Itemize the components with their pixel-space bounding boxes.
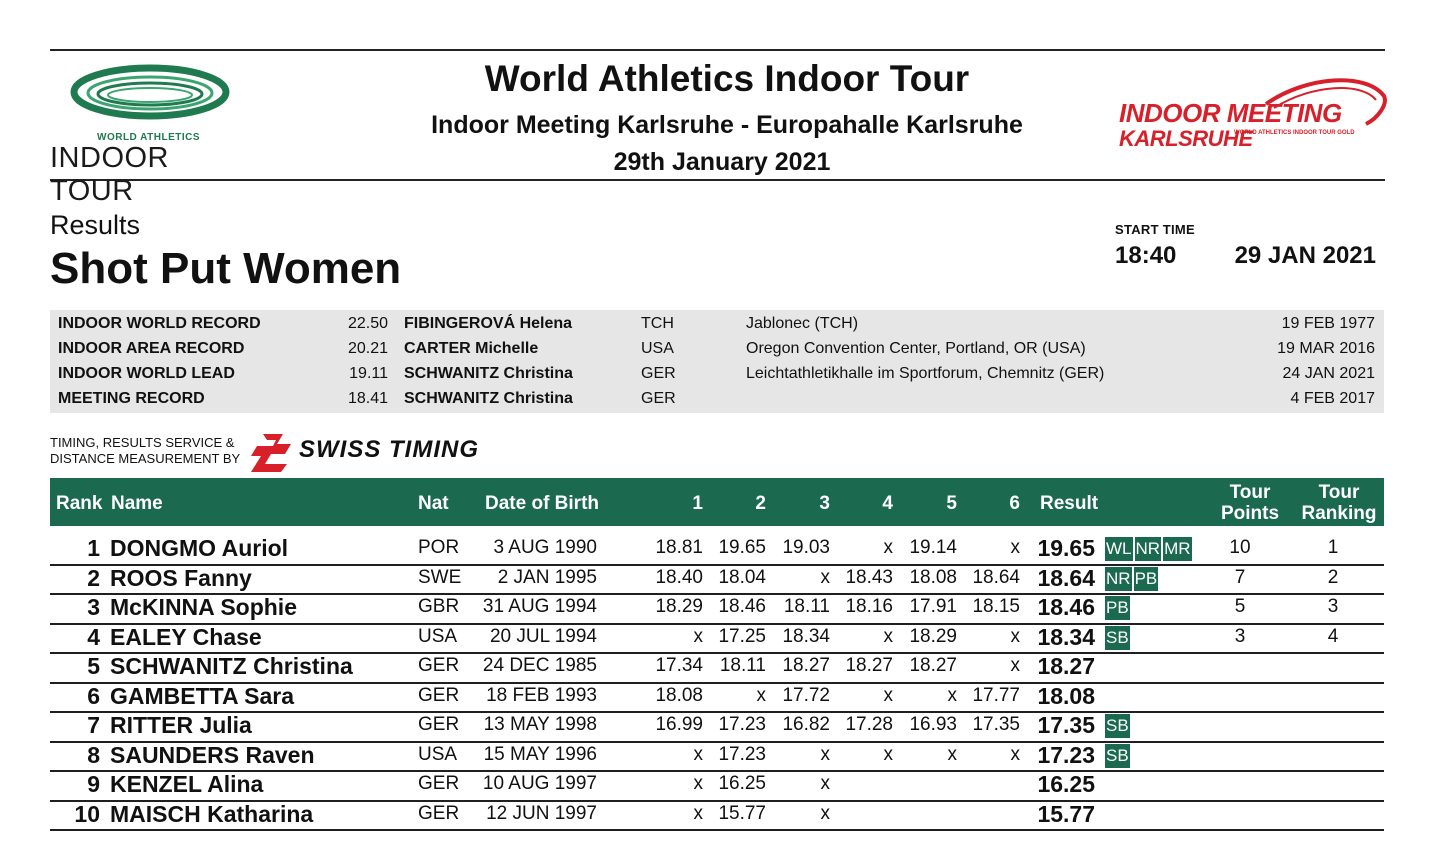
record-badge: SB bbox=[1105, 626, 1130, 650]
record-badges bbox=[1105, 596, 1130, 620]
athlete-name: McKINNA Sophie bbox=[110, 594, 297, 620]
table-row bbox=[50, 623, 1384, 655]
attempt-5: x bbox=[947, 684, 957, 706]
page-title: World Athletics Indoor Tour bbox=[484, 58, 970, 99]
results-table-header bbox=[50, 478, 1384, 526]
athlete-rank: 6 bbox=[87, 682, 100, 709]
attempt-6: x bbox=[1010, 655, 1020, 676]
attempt-6: 17.77 bbox=[972, 684, 1020, 706]
attempt-1: 18.08 bbox=[655, 684, 703, 706]
attempt-4: x bbox=[883, 684, 893, 706]
results-label: Results bbox=[50, 210, 141, 240]
record-nat: USA bbox=[641, 340, 674, 357]
record-nat: GER bbox=[641, 365, 676, 382]
attempt-1: x bbox=[693, 743, 703, 765]
logo-line2: KARLSRUHE bbox=[1119, 126, 1253, 151]
athlete-nat: GER bbox=[418, 773, 460, 794]
athlete-result: 18.34 bbox=[1037, 623, 1095, 650]
timing-line2: DISTANCE MEASUREMENT BY bbox=[50, 451, 241, 466]
athlete-name: EALEY Chase bbox=[110, 623, 262, 650]
record-badge: PB bbox=[1105, 596, 1130, 620]
col-tour-ranking-line1: Tour bbox=[1318, 482, 1360, 503]
top-rule bbox=[50, 49, 1385, 51]
attempt-1: 16.99 bbox=[655, 714, 703, 735]
tour-points: 10 bbox=[1229, 537, 1251, 558]
record-date: 4 FEB 2017 bbox=[1290, 390, 1375, 407]
athlete-result: 15.77 bbox=[1037, 800, 1095, 827]
col-attempt-4: 4 bbox=[882, 493, 893, 514]
attempt-2: 19.65 bbox=[718, 537, 766, 558]
record-date: 19 FEB 1977 bbox=[1281, 315, 1375, 332]
record-venue: Leichtathletikhalle im Sportforum, Chemnitz (GER) bbox=[746, 365, 1105, 382]
record-date: 19 MAR 2016 bbox=[1277, 340, 1375, 357]
attempt-4: 18.43 bbox=[845, 566, 893, 588]
athlete-result: 18.27 bbox=[1037, 653, 1095, 679]
record-badges bbox=[1105, 567, 1158, 591]
col-result: Result bbox=[1040, 493, 1099, 514]
table-row bbox=[50, 711, 1384, 743]
record-venue: Jablonec (TCH) bbox=[746, 315, 859, 332]
attempt-4: x bbox=[883, 625, 893, 647]
record-mark: 22.50 bbox=[347, 315, 388, 332]
athlete-name: ROOS Fanny bbox=[110, 564, 252, 591]
record-badge: SB bbox=[1105, 714, 1130, 738]
athlete-dob: 20 JUL 1994 bbox=[489, 625, 597, 647]
attempt-2: x bbox=[756, 684, 766, 706]
athlete-rank: 9 bbox=[87, 771, 100, 797]
record-badges bbox=[1105, 714, 1130, 738]
record-badge: NR bbox=[1105, 567, 1132, 591]
athlete-result: 18.64 bbox=[1037, 564, 1095, 591]
col-attempt-6: 6 bbox=[1009, 493, 1020, 514]
record-type: INDOOR AREA RECORD bbox=[58, 340, 245, 357]
attempt-4: 17.28 bbox=[845, 714, 893, 735]
athlete-dob: 24 DEC 1985 bbox=[482, 655, 597, 676]
record-badge: MR bbox=[1163, 537, 1191, 561]
col-tour-ranking bbox=[1294, 482, 1384, 524]
table-row bbox=[50, 800, 1384, 832]
record-row bbox=[50, 386, 1384, 411]
attempt-3: 18.27 bbox=[782, 655, 830, 676]
athlete-name: RITTER Julia bbox=[110, 712, 252, 738]
attempt-1: x bbox=[693, 773, 703, 794]
attempt-3: 16.82 bbox=[782, 714, 830, 735]
attempt-5: 19.14 bbox=[909, 537, 957, 558]
athlete-name: GAMBETTA Sara bbox=[110, 682, 295, 709]
attempt-1: x bbox=[693, 802, 703, 824]
tour-ranking: 2 bbox=[1327, 566, 1339, 588]
attempt-4: 18.27 bbox=[845, 655, 893, 676]
athlete-rank: 10 bbox=[74, 800, 100, 827]
records-table bbox=[50, 310, 1384, 413]
table-row bbox=[50, 770, 1384, 802]
tour-ranking: 1 bbox=[1327, 537, 1339, 558]
athlete-dob: 15 MAY 1996 bbox=[483, 743, 597, 765]
record-type: MEETING RECORD bbox=[58, 390, 205, 407]
athlete-name: KENZEL Alina bbox=[110, 771, 264, 797]
athlete-rank: 2 bbox=[87, 564, 100, 591]
attempt-6: x bbox=[1010, 537, 1020, 558]
record-nat: TCH bbox=[641, 315, 674, 332]
athlete-nat: POR bbox=[418, 537, 460, 558]
meeting-subtitle: Indoor Meeting Karlsruhe - Europahalle Karlsruhe bbox=[431, 111, 1023, 139]
athlete-nat: SWE bbox=[418, 566, 462, 588]
athlete-name: DONGMO Auriol bbox=[110, 535, 289, 561]
record-badge: NR bbox=[1135, 537, 1162, 561]
tour-points: 7 bbox=[1234, 566, 1246, 588]
record-type: INDOOR WORLD LEAD bbox=[58, 365, 235, 382]
athlete-dob: 2 JAN 1995 bbox=[497, 566, 597, 588]
tour-ranking: 3 bbox=[1327, 596, 1339, 617]
attempt-5: 18.29 bbox=[909, 625, 957, 647]
athlete-nat: GER bbox=[418, 655, 460, 676]
col-attempt-5: 5 bbox=[946, 493, 957, 514]
athlete-rank: 7 bbox=[87, 712, 100, 738]
attempt-5: 16.93 bbox=[909, 714, 957, 735]
col-tour-ranking-line2: Ranking bbox=[1301, 503, 1377, 524]
attempt-5: 18.08 bbox=[909, 566, 957, 588]
start-date: 29 JAN 2021 bbox=[1234, 242, 1376, 269]
record-holder: SCHWANITZ Christina bbox=[404, 365, 573, 382]
record-nat: GER bbox=[641, 390, 676, 407]
swiss-timing-logo bbox=[247, 430, 517, 474]
attempt-6: 18.15 bbox=[972, 596, 1020, 617]
col-tour-points-line2: Points bbox=[1220, 503, 1280, 524]
record-row bbox=[50, 361, 1384, 386]
attempt-3: 17.72 bbox=[782, 684, 830, 706]
logo-tagline: WORLD ATHLETICS INDOOR TOUR GOLD bbox=[1234, 130, 1355, 136]
table-row bbox=[50, 564, 1384, 596]
attempt-1: 18.29 bbox=[655, 596, 703, 617]
record-badge: WL bbox=[1105, 537, 1133, 561]
attempt-2: 17.25 bbox=[718, 625, 766, 647]
record-badges bbox=[1105, 626, 1130, 650]
athlete-nat: GBR bbox=[418, 596, 460, 617]
attempt-5: x bbox=[947, 743, 957, 765]
attempt-3: x bbox=[820, 802, 830, 824]
attempt-1: x bbox=[693, 625, 703, 647]
athlete-result: 17.35 bbox=[1037, 712, 1095, 738]
attempt-6: 18.64 bbox=[972, 566, 1020, 588]
col-attempt-2: 2 bbox=[755, 493, 766, 514]
record-holder: CARTER Michelle bbox=[404, 340, 539, 357]
attempt-3: 18.34 bbox=[782, 625, 830, 647]
attempt-5: 17.91 bbox=[909, 596, 957, 617]
attempt-3: 18.11 bbox=[783, 596, 830, 617]
attempt-2: 17.23 bbox=[718, 743, 766, 765]
athlete-dob: 31 AUG 1994 bbox=[482, 596, 597, 617]
attempt-2: 17.23 bbox=[718, 714, 766, 735]
attempt-3: x bbox=[820, 566, 830, 588]
attempt-6: x bbox=[1010, 625, 1020, 647]
col-attempt-3: 3 bbox=[819, 493, 830, 514]
athlete-dob: 3 AUG 1990 bbox=[493, 537, 597, 558]
attempt-4: x bbox=[883, 743, 893, 765]
event-title: Shot Put Women bbox=[50, 244, 402, 293]
attempt-2: 15.77 bbox=[718, 802, 766, 824]
table-row bbox=[50, 593, 1384, 625]
col-tour-points bbox=[1210, 482, 1290, 524]
record-badge: SB bbox=[1105, 744, 1130, 768]
attempt-4: x bbox=[883, 537, 893, 558]
athlete-nat: USA bbox=[418, 625, 458, 647]
col-attempt-1: 1 bbox=[692, 493, 703, 514]
athlete-result: 17.23 bbox=[1037, 741, 1095, 768]
attempt-2: 18.11 bbox=[719, 655, 766, 676]
col-rank: Rank bbox=[56, 493, 103, 514]
athlete-nat: GER bbox=[418, 684, 460, 706]
athlete-dob: 10 AUG 1997 bbox=[482, 773, 597, 794]
athlete-result: 18.08 bbox=[1037, 682, 1095, 709]
athlete-rank: 1 bbox=[87, 535, 100, 561]
table-row bbox=[50, 652, 1384, 684]
record-holder: SCHWANITZ Christina bbox=[404, 390, 573, 407]
record-badges bbox=[1105, 744, 1130, 768]
athlete-dob: 18 FEB 1993 bbox=[486, 684, 597, 706]
athlete-name: SAUNDERS Raven bbox=[110, 741, 315, 768]
record-mark: 19.11 bbox=[349, 365, 388, 382]
athlete-rank: 5 bbox=[87, 653, 100, 679]
start-time-label: START TIME bbox=[1115, 222, 1196, 237]
col-nat: Nat bbox=[418, 493, 449, 514]
table-row bbox=[50, 741, 1384, 773]
athlete-result: 18.46 bbox=[1037, 594, 1095, 620]
athlete-dob: 12 JUN 1997 bbox=[486, 802, 597, 824]
record-mark: 20.21 bbox=[347, 340, 388, 357]
table-row bbox=[50, 682, 1384, 714]
attempt-3: x bbox=[820, 743, 830, 765]
table-row bbox=[50, 534, 1384, 566]
record-row bbox=[50, 336, 1384, 361]
attempt-1: 18.40 bbox=[655, 566, 703, 588]
record-badges bbox=[1105, 537, 1192, 561]
attempt-1: 18.81 bbox=[655, 537, 703, 558]
record-venue: Oregon Convention Center, Portland, OR (USA) bbox=[746, 340, 1086, 357]
meeting-date: 29th January 2021 bbox=[613, 148, 831, 176]
attempt-2: 16.25 bbox=[718, 773, 766, 794]
athlete-rank: 8 bbox=[87, 741, 100, 768]
athlete-name: MAISCH Katharina bbox=[110, 800, 314, 827]
record-date: 24 JAN 2021 bbox=[1282, 365, 1375, 382]
indoor-meeting-karlsruhe-logo bbox=[1116, 74, 1388, 158]
athlete-nat: USA bbox=[418, 743, 458, 765]
logo-small-text: WORLD ATHLETICS bbox=[97, 132, 201, 143]
athlete-rank: 3 bbox=[87, 594, 100, 620]
athlete-dob: 13 MAY 1998 bbox=[483, 714, 597, 735]
attempt-5: 18.27 bbox=[909, 655, 957, 676]
athlete-rank: 4 bbox=[87, 623, 100, 650]
attempt-2: 18.46 bbox=[718, 596, 766, 617]
attempt-2: 18.04 bbox=[718, 566, 766, 588]
attempt-1: 17.34 bbox=[655, 655, 703, 676]
attempt-6: x bbox=[1010, 743, 1020, 765]
record-badge: PB bbox=[1134, 567, 1159, 591]
tour-ranking: 4 bbox=[1327, 625, 1339, 647]
record-mark: 18.41 bbox=[347, 390, 388, 407]
tour-points: 5 bbox=[1234, 596, 1246, 617]
col-dob: Date of Birth bbox=[485, 493, 599, 514]
athlete-nat: GER bbox=[418, 714, 460, 735]
tour-points: 3 bbox=[1234, 625, 1246, 647]
logo-big-text: INDOOR TOUR bbox=[50, 142, 169, 207]
col-tour-points-line1: Tour bbox=[1229, 482, 1271, 503]
swiss-timing-wordmark: SWISS TIMING bbox=[299, 436, 479, 463]
swiss-timing-icon bbox=[247, 430, 295, 474]
timing-line1: TIMING, RESULTS SERVICE & bbox=[50, 435, 235, 450]
attempt-6: 17.35 bbox=[972, 714, 1020, 735]
col-name: Name bbox=[111, 493, 163, 514]
attempt-3: x bbox=[820, 773, 830, 794]
start-time: 18:40 bbox=[1115, 242, 1177, 269]
logo-line1: INDOOR MEETING bbox=[1119, 98, 1342, 128]
athlete-nat: GER bbox=[418, 802, 460, 824]
record-row bbox=[50, 311, 1384, 336]
attempt-3: 19.03 bbox=[782, 537, 830, 558]
athlete-result: 19.65 bbox=[1037, 535, 1095, 561]
athlete-name: SCHWANITZ Christina bbox=[110, 653, 353, 679]
athlete-result: 16.25 bbox=[1037, 771, 1095, 797]
record-holder: FIBINGEROVÁ Helena bbox=[404, 315, 573, 332]
record-type: INDOOR WORLD RECORD bbox=[58, 315, 261, 332]
timing-credit bbox=[50, 435, 240, 467]
attempt-4: 18.16 bbox=[845, 596, 893, 617]
